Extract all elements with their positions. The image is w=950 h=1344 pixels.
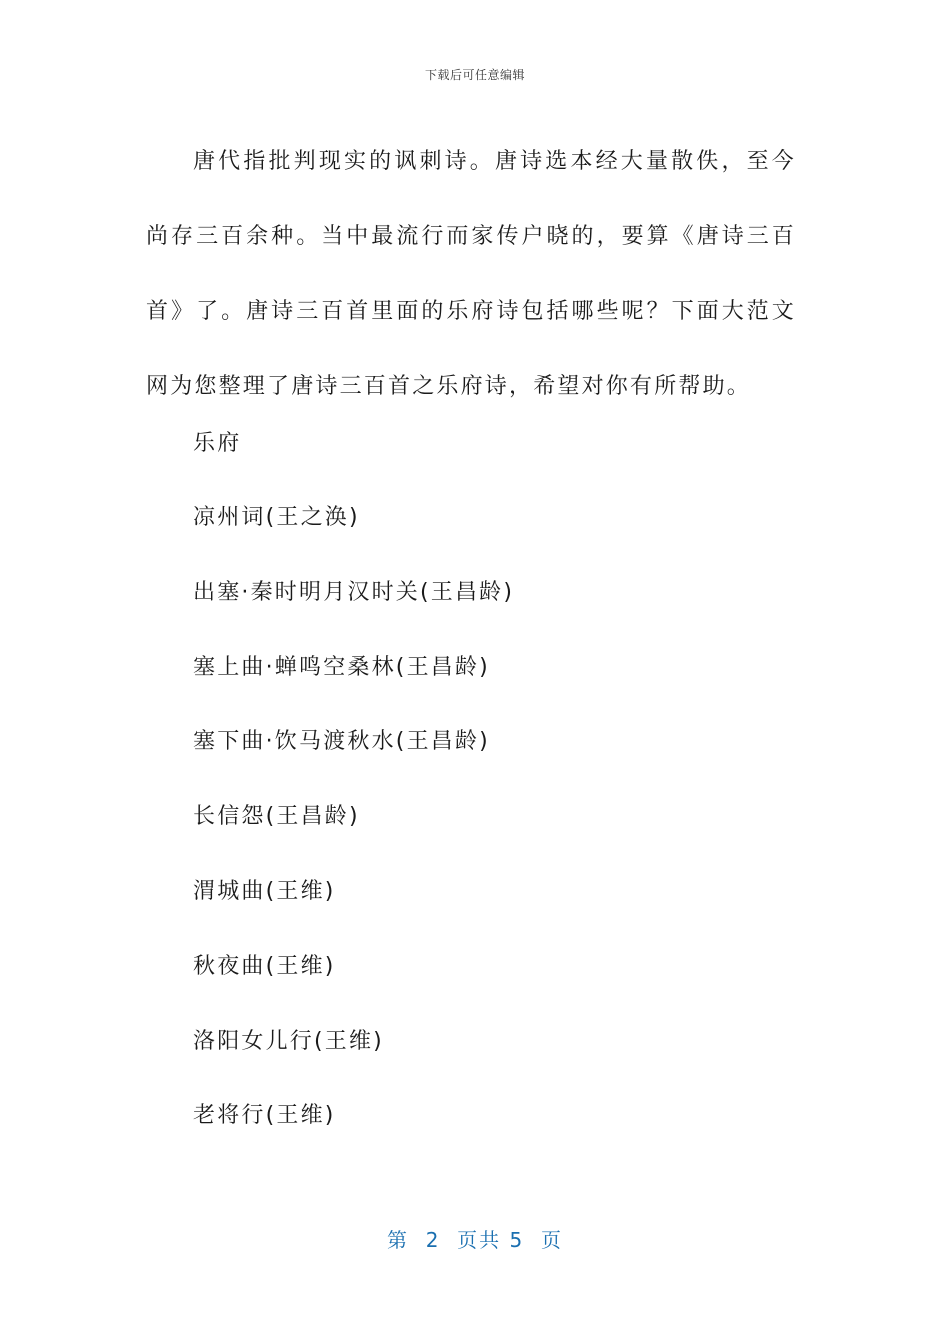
section-title: 乐府	[193, 431, 242, 456]
poem-item: 洛阳女儿行(王维)	[193, 1028, 384, 1054]
poem-item: 老将行(王维)	[193, 1103, 336, 1129]
poem-item: 长信怨(王昌龄)	[193, 804, 360, 830]
poem-item: 塞上曲·蝉鸣空桑林(王昌龄)	[193, 654, 490, 680]
page-number-footer: 第 2 页共 5 页	[387, 1228, 563, 1252]
poem-item: 塞下曲·饮马渡秋水(王昌龄)	[193, 729, 490, 755]
poem-list	[193, 498, 514, 1171]
poem-item: 渭城曲(王维)	[193, 878, 336, 904]
poem-item: 凉州词(王之涣)	[193, 505, 360, 530]
poem-item: 出塞·秦时明月汉时关(王昌龄)	[193, 579, 515, 605]
header-note: 下载后可任意编辑	[424, 68, 525, 82]
poem-item: 秋夜曲(王维)	[193, 953, 336, 979]
intro-paragraph: 唐代指批判现实的讽刺诗。唐诗选本经大量散佚，至今尚存三百余种。当中最流行而家传户晓的，要算《唐诗三百首》了。唐诗三百首里面的乐府诗包括哪些呢？下面大范文网为您整理了唐诗三百首之乐府诗，希望对你有所帮助。	[146, 149, 796, 399]
